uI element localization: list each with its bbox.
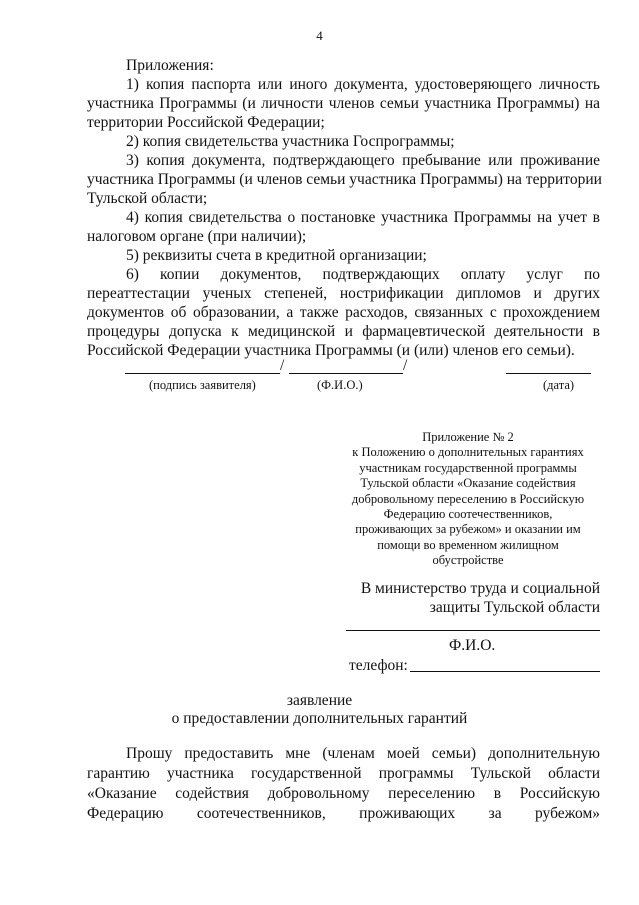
annex-line: обустройстве	[432, 553, 504, 568]
date-label: (дата)	[543, 378, 575, 392]
date-line[interactable]	[506, 373, 591, 374]
applicant-line[interactable]	[346, 630, 600, 631]
separator-slash: /	[280, 357, 285, 374]
appendix-line: участника Программы (и членов семьи участника Программы) на территории	[87, 171, 602, 188]
appendix-line: процедуры допуска к медицинской и фармацевтической деятельности в	[87, 323, 600, 340]
fio-label: (Ф.И.О.)	[317, 378, 363, 392]
appendix-line: документов об образовании, а также расходов, связанных с прохождением	[87, 304, 600, 321]
phone-label: телефон:	[349, 657, 408, 674]
appendix-line: 3) копия документа, подтверждающего пребывание или проживание	[126, 152, 600, 169]
annex-line: Приложение № 2	[422, 430, 514, 444]
addressee-line: В министерство труда и социальной	[360, 580, 600, 597]
appendix-line: 2) копия свидетельства участника Госпрограммы;	[126, 133, 455, 150]
annex-line: участникам государственной программы	[359, 460, 577, 475]
appendix-line: территории Российской Федерации;	[87, 114, 325, 131]
appendix-line: 4) копия свидетельства о постановке участника Программы на учет в	[126, 209, 600, 226]
statement-line: гарантию участника государственной программы Тульской области	[87, 765, 600, 782]
annex-line: Федерацию соотечественников,	[383, 507, 553, 522]
annex-header	[338, 430, 598, 569]
statement-line: Федерацию соотечественников, проживающих за рубежом»	[87, 805, 600, 822]
annex-line: добровольному переселению в Российскую	[351, 491, 585, 506]
signature-label: (подпись заявителя)	[149, 378, 256, 392]
appendix-line: Тульской области;	[87, 190, 208, 207]
appendix-line: переаттестации ученых степеней, нострификации дипломов и других	[87, 285, 600, 302]
statement-subtitle: о предоставлении дополнительных гарантий	[171, 710, 468, 727]
annex-line: к Положению о дополнительных гарантиях	[352, 445, 584, 460]
appendix-line: 1) копия паспорта или иного документа, удостоверяющего личность	[126, 76, 600, 93]
signature-line[interactable]	[125, 373, 280, 374]
annex-line: помощи во временном жилищном	[377, 537, 559, 552]
separator-slash: /	[403, 357, 408, 374]
appendix-line: Российской Федерации участника Программы (и (или) членов его семьи).	[87, 342, 575, 359]
annex-line: Тульской области «Оказание содействия	[360, 476, 576, 491]
statement-line: Прошу предоставить мне (членам моей семьи) дополнительную	[126, 745, 600, 762]
fio-line[interactable]	[289, 373, 403, 374]
appendix-line: 5) реквизиты счета в кредитной организации;	[126, 247, 427, 264]
page-number: 4	[316, 28, 323, 43]
appendix-line: налоговом органе (при наличии);	[87, 228, 307, 245]
fio-caption: Ф.И.О.	[449, 637, 496, 654]
appendix-line: 6) копии документов, подтверждающих оплату услуг по	[126, 266, 600, 283]
appendix-line: участника Программы (и личности членов семьи участника Программы) на	[87, 95, 600, 112]
statement-title: заявление	[286, 692, 353, 709]
addressee-line: защиты Тульской области	[429, 599, 600, 616]
phone-field-line[interactable]	[410, 671, 600, 672]
annex-line: проживающих за рубежом» и оказании им	[355, 522, 581, 537]
appendices-heading: Приложения:	[126, 57, 214, 74]
statement-line: «Оказание содействия добровольному переселению в Российскую	[87, 785, 600, 802]
